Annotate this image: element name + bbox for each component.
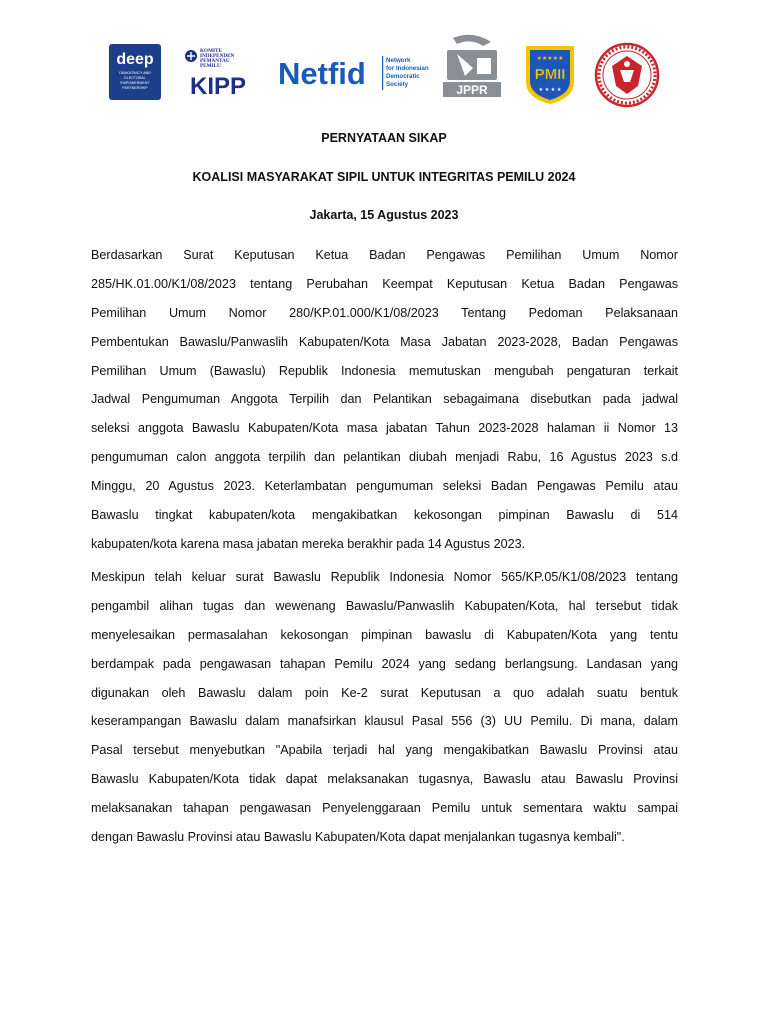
seal-logo — [594, 42, 660, 108]
svg-text:DEMOCRACY AND: DEMOCRACY AND — [119, 71, 151, 75]
paragraph-line: seleksi anggota Bawaslu Kabupaten/Kota masa jabatan Tahun 2023-2028 halaman ii Nomor 13 — [91, 421, 678, 436]
paragraph-line: Jadwal Pengumuman Anggota Terpilih dan Pelantikan sebagaimana disebutkan pada jadwal — [91, 392, 678, 407]
paragraph-line: Pasal tersebut menyebutkan "Apabila terjadi hal yang mengakibatkan Bawaslu Provinsi atau — [91, 743, 678, 758]
jppr-wordmark: JPPR — [456, 83, 488, 97]
jppr-logo — [443, 32, 501, 98]
svg-text:ELECTORAL: ELECTORAL — [124, 76, 146, 80]
svg-text:PEMANTAU: PEMANTAU — [200, 58, 230, 64]
paragraph-line: Pemilihan Umum (Bawaslu) Republik Indonesia memutuskan mengubah pengaturan terkait — [91, 363, 678, 378]
svg-text:INDEPENDEN: INDEPENDEN — [200, 53, 235, 59]
paragraph-line: dengan Bawaslu Provinsi atau Bawaslu Kabupaten/Kota dapat menjalankan tugasnya kembali". — [91, 830, 625, 845]
document-place-date: Jakarta, 15 Agustus 2023 — [309, 208, 459, 222]
paragraph-line: keserampangan Bawaslu dalam manafsirkan klausul Pasal 556 (3) UU Pemilu. Di mana, dalam — [91, 714, 678, 729]
svg-text:★★★★★: ★★★★★ — [536, 55, 564, 62]
paragraph-line: Minggu, 20 Agustus 2023. Keterlambatan pengumuman seleksi Badan Pengawas Pemilu atau — [91, 479, 678, 494]
paragraph-line: pengambil alihan tugas dan wewenang Bawaslu/Panwaslih Kabupaten/Kota, hal tersebut tidak — [91, 598, 678, 613]
svg-text:for Indonesian: for Indonesian — [386, 65, 429, 72]
svg-text:KOMITE: KOMITE — [200, 48, 222, 54]
paragraph-line: melaksanakan tahapan pengawasan Penyelenggaraan Pemilu untuk sementara waktu sampai — [91, 801, 678, 816]
paragraph-line: Bawaslu Kabupaten/Kota tidak dapat melaksanakan tugasnya, Bawaslu atau Bawaslu Provinsi — [91, 772, 678, 787]
deep-logo-wordmark: deep — [116, 51, 154, 68]
svg-text:★ ★ ★ ★: ★ ★ ★ ★ — [538, 87, 562, 93]
pmii-wordmark: PMII — [534, 66, 566, 83]
paragraph-line: pengumuman calon anggota terpilih dan pelantikan diubah menjadi Rabu, 16 Agustus 2023 s.d — [91, 450, 678, 465]
paragraph-line: Pemilihan Umum Nomor 280/KP.01.000/K1/08/2023 Tentang Pedoman Pelaksanaan — [91, 305, 678, 320]
paragraph-line: berdampak pada pengawasan tahapan Pemilu 2024 yang sedang berlangsung. Landasan yang — [91, 656, 678, 671]
paragraph-line: Bawaslu tingkat kabupaten/kota mengakibatkan kekosongan pimpinan Bawaslu di 514 — [91, 508, 678, 523]
paragraph-1 — [91, 241, 678, 559]
document-title: PERNYATAAN SIKAP — [321, 131, 447, 145]
logo-bar — [0, 32, 768, 112]
paragraph-line: Meskipun telah keluar surat Bawaslu Republik Indonesia Nomor 565/KP.05/K1/08/2023 tentang — [91, 570, 678, 584]
deep-logo — [109, 44, 161, 100]
document-subtitle: KOALISI MASYARAKAT SIPIL UNTUK INTEGRITAS PEMILU 2024 — [192, 170, 576, 184]
pmii-logo — [524, 42, 576, 106]
svg-text:PEMILU: PEMILU — [200, 63, 221, 69]
netfid-logo — [278, 54, 429, 94]
paragraph-line: menyelesaikan permasalahan kekosongan pimpinan bawaslu di Kabupaten/Kota yang tentu — [91, 627, 678, 642]
svg-text:EMPOWERMENT: EMPOWERMENT — [120, 81, 150, 85]
svg-text:PARTNERSHIP: PARTNERSHIP — [122, 86, 148, 90]
svg-text:Democratic: Democratic — [386, 73, 420, 80]
paragraph-line: Pembentukan Bawaslu/Panwaslih Kabupaten/Kota Masa Jabatan 2023-2028, Badan Pengawas — [91, 334, 678, 349]
kipp-wordmark: KIPP — [189, 73, 247, 100]
svg-text:Network: Network — [386, 57, 411, 64]
svg-text:Society: Society — [386, 81, 409, 88]
kipp-logo — [182, 46, 254, 98]
paragraph-line: 285/HK.01.00/K1/08/2023 tentang Perubahan Keempat Keputusan Ketua Badan Pengawas — [91, 276, 678, 291]
paragraph-line: Berdasarkan Surat Keputusan Ketua Badan Pengawas Pemilihan Umum Nomor — [91, 248, 678, 262]
paragraph-line: digunakan oleh Bawaslu dalam poin Ke-2 surat Keputusan a quo adalah suatu bentuk — [91, 685, 678, 700]
netfid-wordmark: Netfid — [278, 56, 366, 91]
paragraph-2 — [91, 563, 678, 852]
paragraph-line: kabupaten/kota karena masa jabatan mereka berakhir pada 14 Agustus 2023. — [91, 536, 526, 551]
